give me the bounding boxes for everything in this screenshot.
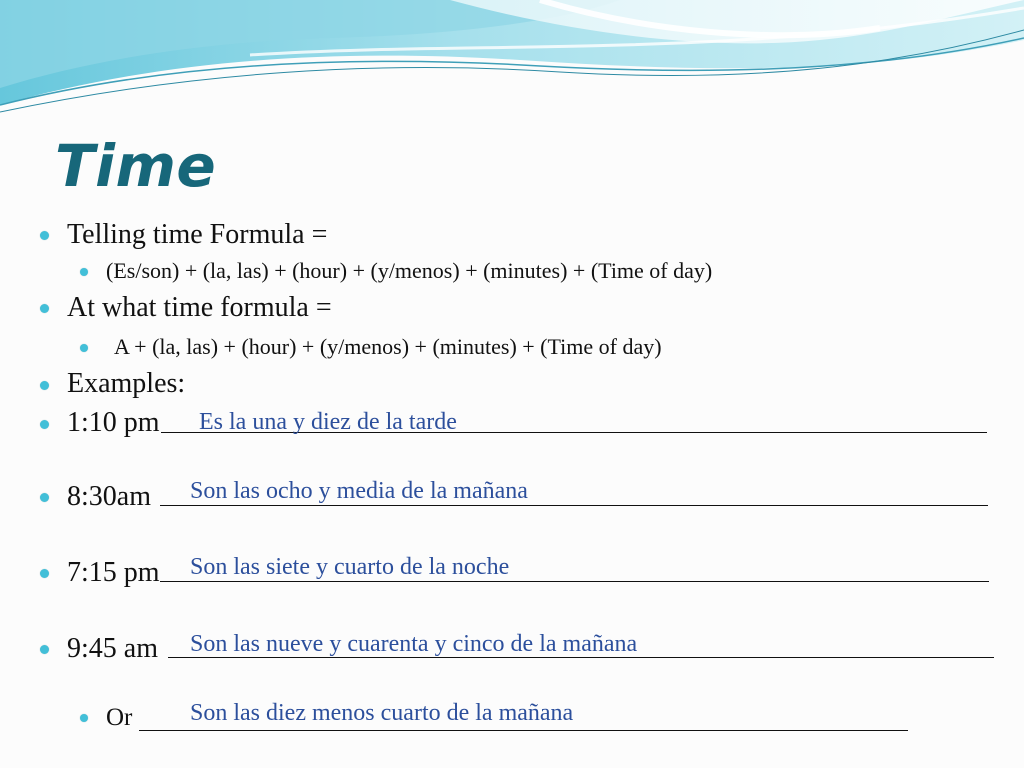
- bullet-icon: [40, 645, 49, 654]
- answer-blank-line: [160, 581, 989, 582]
- example-answer: Son las siete y cuarto de la noche: [190, 554, 510, 580]
- bullet-icon: [80, 344, 88, 352]
- example-time-label: 7:15 pm: [67, 557, 160, 588]
- wave-header-decoration: [0, 0, 1024, 130]
- example-answer: Es la una y diez de la tarde: [199, 409, 457, 435]
- bullet-icon: [40, 231, 49, 240]
- example-time-label: 8:30am: [67, 481, 151, 512]
- bullet-icon: [40, 381, 49, 390]
- bullet-icon: [40, 304, 49, 313]
- alternative-answer: Son las diez menos cuarto de la mañana: [190, 700, 574, 726]
- bullet-icon: [40, 420, 49, 429]
- slide-title: Time: [55, 132, 217, 200]
- bullet-icon: [80, 714, 88, 722]
- alternative-label: Or: [106, 704, 133, 731]
- example-time-label: 1:10 pm: [67, 407, 160, 438]
- bullet-icon: [80, 268, 88, 276]
- examples-heading: Examples:: [67, 368, 186, 399]
- answer-blank-line: [139, 730, 908, 731]
- bullet-icon: [40, 569, 49, 578]
- sub-bullet-telling-formula: (Es/son) + (la, las) + (hour) + (y/menos) + (minutes) + (Time of day): [106, 258, 713, 283]
- example-time-label: 9:45 am: [67, 633, 158, 664]
- answer-blank-line: [160, 505, 988, 506]
- bullet-at-what-time-formula: At what time formula =: [67, 292, 332, 323]
- example-answer: Son las nueve y cuarenta y cinco de la mañana: [190, 631, 638, 657]
- sub-bullet-at-what-time: A + (la, las) + (hour) + (y/menos) + (minutes) + (Time of day): [114, 334, 662, 359]
- bullet-telling-time-formula: Telling time Formula =: [67, 219, 328, 250]
- example-answer: Son las ocho y media de la mañana: [190, 478, 528, 504]
- bullet-icon: [40, 493, 49, 502]
